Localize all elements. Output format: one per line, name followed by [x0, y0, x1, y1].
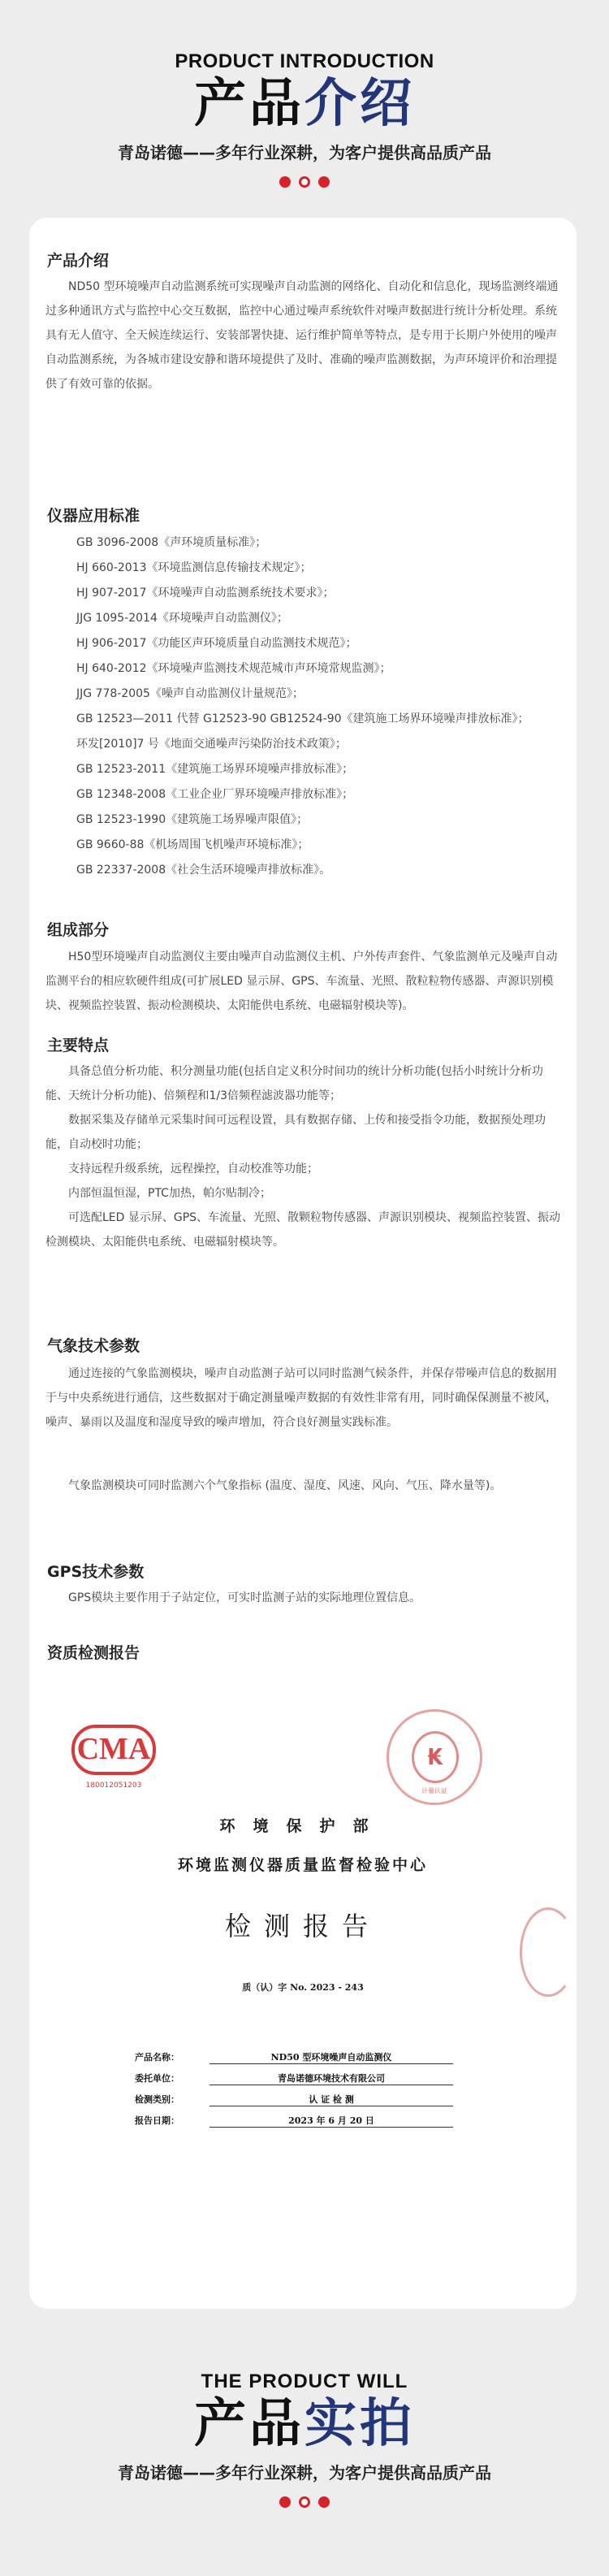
composition-text: H50型环境噪声自动监测仪主要由噪声自动监测仪主机、户外传声套件、气象监测单元及噪声自动监测平台的相应软硬件组成(可扩展LED 显示屏、GPS、车流量、光照、散粒粒物传感器、声源识别模块、视频监控装置、振动检测模块、太阳能供电系统、电磁辐射模块等)。 [45, 950, 558, 1012]
report-info-key: 报告日期： [135, 2115, 179, 2126]
dot-indicator [318, 176, 330, 188]
report-issuer-line2: 环境监测仪器质量监督检验中心 [177, 1856, 428, 1874]
qualification-title: 资质检测报告 [47, 1644, 140, 1662]
standards-item: GB 3096-2008《声环境质量标准》； [76, 536, 267, 549]
weather-text-2: 气象监测模块可同时监测六个气象指标 (温度、湿度、风速、风向、气压、降水量等)。 [68, 1479, 502, 1492]
composition-title: 组成部分 [47, 921, 110, 939]
report-info-value: ND50 型环境噪声自动监测仪 [270, 2052, 392, 2063]
report-info-value: 2023 年 6 月 20 日 [288, 2115, 374, 2126]
bottom-header [0, 2370, 609, 2506]
standards-item: GB 9660-88《机场周围飞机噪声环境标准》； [76, 838, 309, 851]
bottom-header-en-title: THE PRODUCT WILL [201, 2370, 408, 2392]
top-header-cn-title [0, 73, 609, 135]
report-info-value: 认 证 检 测 [309, 2094, 354, 2105]
bottom-header-subtitle: 青岛诺德——多年行业深耕，为客户提供高品质产品 [118, 2463, 491, 2483]
top-header-en-title: PRODUCT INTRODUCTION [175, 50, 434, 72]
standards-item: HJ 906-2017《功能区声环境质量自动监测技术规范》； [76, 637, 357, 650]
standards-item: GB 12348-2008《工业企业厂界环境噪声排放标准》； [76, 788, 354, 801]
top-header-dots [0, 173, 609, 186]
bottom-header-cn-title-part1: 产品 [194, 2394, 304, 2454]
top-header-subtitle: 青岛诺德——多年行业深耕，为客户提供高品质产品 [118, 143, 491, 162]
bottom-header-cn-title [0, 2393, 609, 2455]
certification-stamp [387, 1709, 482, 1805]
top-header-cn-title-part2: 介绍 [304, 74, 415, 134]
report-title: 检测报告 [224, 1911, 381, 1942]
features-item: 支持远程升级系统，远程操控，自动校准等功能； [68, 1162, 318, 1175]
cma-stamp [71, 1717, 156, 1801]
cma-stamp-text: CMA [76, 1732, 151, 1766]
dot-indicator [279, 176, 291, 188]
gps-title: GPS技术参数 [47, 1563, 145, 1581]
features-title: 主要特点 [47, 1037, 110, 1054]
top-header [0, 50, 609, 186]
report-info-table [135, 2047, 460, 2132]
report-info-row [135, 2089, 460, 2111]
bottom-header-dots [0, 2493, 609, 2506]
standards-item: GB 12523-1990《建筑施工场界噪声限值》； [76, 813, 309, 826]
report-info-key: 委托单位： [135, 2073, 179, 2084]
dot-indicator [279, 2496, 291, 2508]
features-item: 数据采集及存储单元采集时间可远程设置，具有数据存储、上传和接受指令功能，数据预处理功能，自动校时功能； [45, 1114, 546, 1151]
weather-text-1: 通过连接的气象监测模块，噪声自动监测子站可以同时监测气候条件，并保存带噪声信息的数据用于与中央系统进行通信，这些数据对于确定测量噪声数据的有效性非常有用，同时确保保测量不被风，噪声、暴雨以及温度和湿度导致的噪声增加，符合良好测量实践标准。 [45, 1367, 557, 1429]
dot-indicator [299, 2496, 310, 2508]
report-info-underline [209, 2127, 453, 2128]
report-number: 质（认）字 No. 2023 - 243 [242, 1982, 364, 1993]
report-area [29, 218, 577, 2309]
standards-item: GB 22337-2008《社会生活环境噪声排放标准》。 [76, 864, 331, 877]
dot-indicator [318, 2496, 330, 2508]
gps-text: GPS模块主要作用于子站定位，可实时监测子站的实际地理位置信息。 [68, 1591, 421, 1604]
standards-item: HJ 640-2012《环境噪声监测技术规范城市声环境常规监测》； [76, 662, 391, 675]
intro-text: ND50 型环境噪声自动监测系统可实现噪声自动监测的网络化、自动化和信息化，现场监测终端通过多种通讯方式与监控中心交互数据，监控中心通过噪声系统软件对噪声数据进行统计分析处理。系统具有无人值守、全天候连续运行、安装部署快捷、运行维护简单等特点，是专用于长期户外使用的噪声自动监测系统，为各城市建设安静和谐环境提供了及时、准确的噪声监测数据，为声环境评价和治理提供了有效可靠的依据。 [45, 280, 559, 391]
certification-stamp-text: 计量认证 [421, 1787, 447, 1795]
intro-title: 产品介绍 [47, 252, 110, 270]
report-info-row [135, 2068, 460, 2089]
standards-item: 环发[2010]7 号《地面交通噪声污染防治技术政策》； [76, 738, 347, 751]
features-item: 可选配LED 显示屏、GPS、车流量、光照、散颗粒物传感器、声源识别模块、视频监控装置、振动检测模块、太阳能供电系统、电磁辐射模块等。 [45, 1211, 561, 1249]
features-item: 具备总值分析功能、积分测量功能(包括自定义积分时间功的统计分析功能(包括小时统计分析功能、天统计分析功能)、倍频程和1/3倍频程滤波器功能等； [45, 1065, 543, 1102]
report-info-underline [209, 2063, 453, 2064]
certification-stamp-mark: ₭ [412, 1731, 459, 1783]
report-info-key: 产品名称： [135, 2052, 179, 2063]
report-issuer-line1: 环境保护部 [219, 1817, 387, 1835]
report-info-key: 检测类别： [135, 2094, 179, 2105]
edge-seal [520, 1907, 577, 1997]
bottom-header-cn-title-part2: 实拍 [304, 2394, 415, 2454]
standards-item: HJ 660-2013《环境监测信息传输技术规定》； [76, 561, 312, 574]
report-info-row [135, 2111, 460, 2132]
standards-title: 仪器应用标准 [47, 507, 140, 525]
report-info-value: 青岛诺德环境技术有限公司 [278, 2073, 385, 2084]
standards-item: JJG 1095-2014《环境噪声自动监测仪》； [76, 612, 288, 625]
standards-item: GB 12523—2011 代替 G12523-90 GB12524-90《建筑施工场界环境噪声排放标准》； [76, 712, 529, 725]
standards-item: HJ 907-2017《环境噪声自动监测系统技术要求》； [76, 587, 335, 600]
weather-title: 气象技术参数 [47, 1337, 140, 1355]
cma-stamp-number: 180012051203 [85, 1782, 142, 1790]
report-info-row [135, 2047, 460, 2068]
features-item: 内部恒温恒湿，PTC加热，帕尔贴制冷； [68, 1187, 271, 1200]
top-header-cn-title-part1: 产品 [194, 74, 304, 134]
standards-item: JJG 778-2005《噪声自动监测仪计量规范》； [76, 687, 304, 700]
dot-indicator [299, 176, 310, 188]
standards-item: GB 12523-2011《建筑施工场界环境噪声排放标准》； [76, 763, 354, 776]
